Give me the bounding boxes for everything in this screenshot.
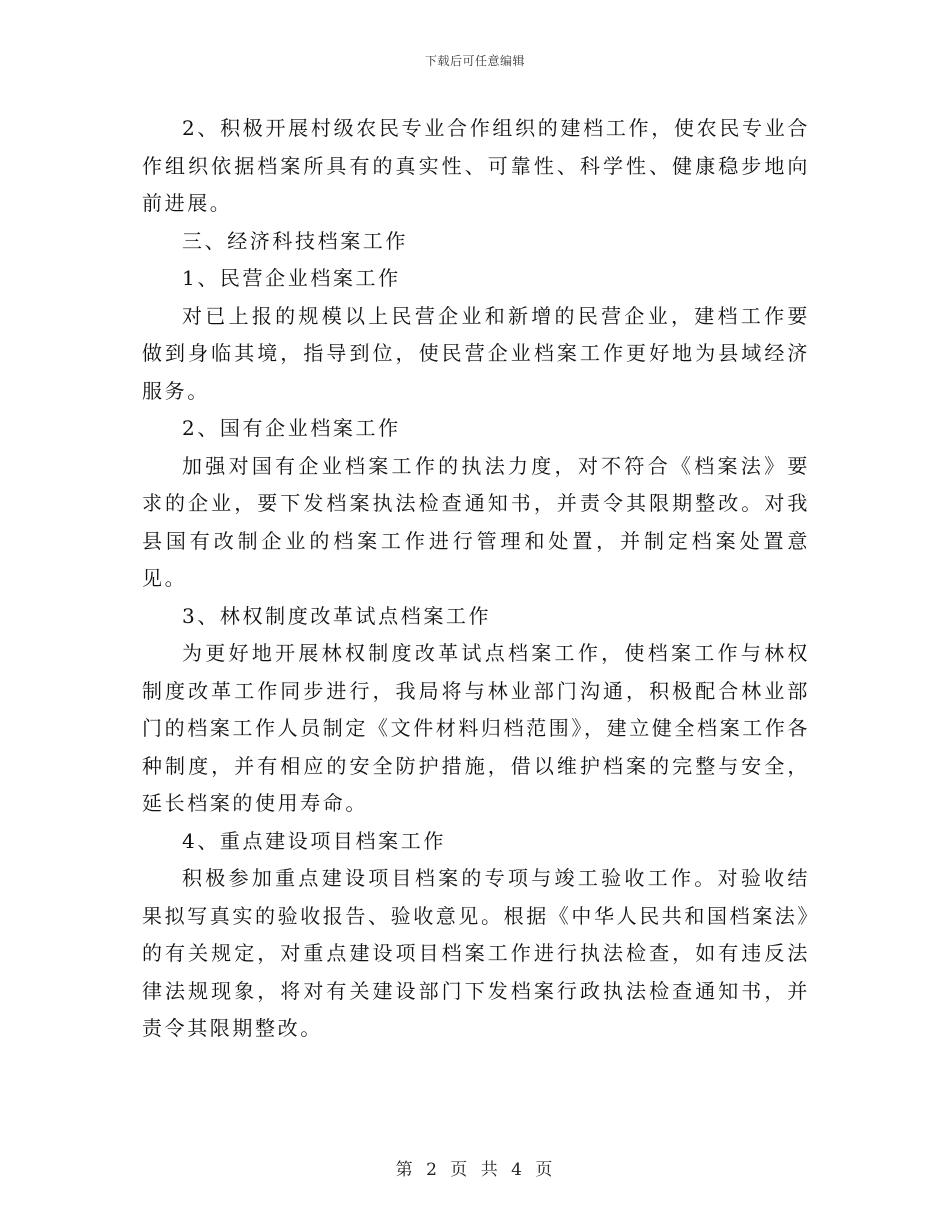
paragraph-key-construction-projects: 积极参加重点建设项目档案的专项与竣工验收工作。对验收结果拟写真实的验收报告、验收意见。根据《中华人民共和国档案法》的有关规定，对重点建设项目档案工作进行执法检查，如有违反法律法规现象，将对有关建设部门下发档案行政执法检查通知书，并责令其限期整改。 — [142, 866, 810, 1040]
subheading-private-enterprise: 1、民营企业档案工作 — [182, 266, 401, 290]
paragraph-cooperative-archiving: 2、积极开展村级农民专业合作组织的建档工作，使农民专业合作组织依据档案所具有的真实性、可靠性、科学性、健康稳步地向前进展。 — [142, 116, 810, 215]
page-number-footer: 第 2 页 共 4 页 — [395, 1160, 555, 1180]
subheading-state-enterprise: 2、国有企业档案工作 — [182, 416, 401, 440]
document-body — [142, 110, 810, 1048]
subheading-forest-rights-reform: 3、林权制度改革试点档案工作 — [182, 603, 492, 628]
section-heading-economic-tech-archives: 三、经济科技档案工作 — [182, 228, 408, 253]
subheading-key-construction-projects: 4、重点建设项目档案工作 — [182, 828, 446, 853]
paragraph-state-enterprise: 加强对国有企业档案工作的执法力度，对不符合《档案法》要求的企业，要下发档案执法检查通知书，并责令其限期整改。对我县国有改制企业的档案工作进行管理和处置，并制定档案处置意见。 — [142, 453, 810, 590]
page-header-note: 下载后可任意编辑 — [424, 54, 525, 68]
paragraph-private-enterprise: 对已上报的规模以上民营企业和新增的民营企业，建档工作要做到身临其境，指导到位，使民营企业档案工作更好地为县域经济服务。 — [142, 303, 810, 403]
paragraph-forest-rights-reform: 为更好地开展林权制度改革试点档案工作，使档案工作与林权制度改革工作同步进行，我局将与林业部门沟通，积极配合林业部门的档案工作人员制定《文件材料归档范围》，建立健全档案工作各种制度，并有相应的安全防护措施，借以维护档案的完整与安全，延长档案的使用寿命。 — [142, 641, 810, 815]
